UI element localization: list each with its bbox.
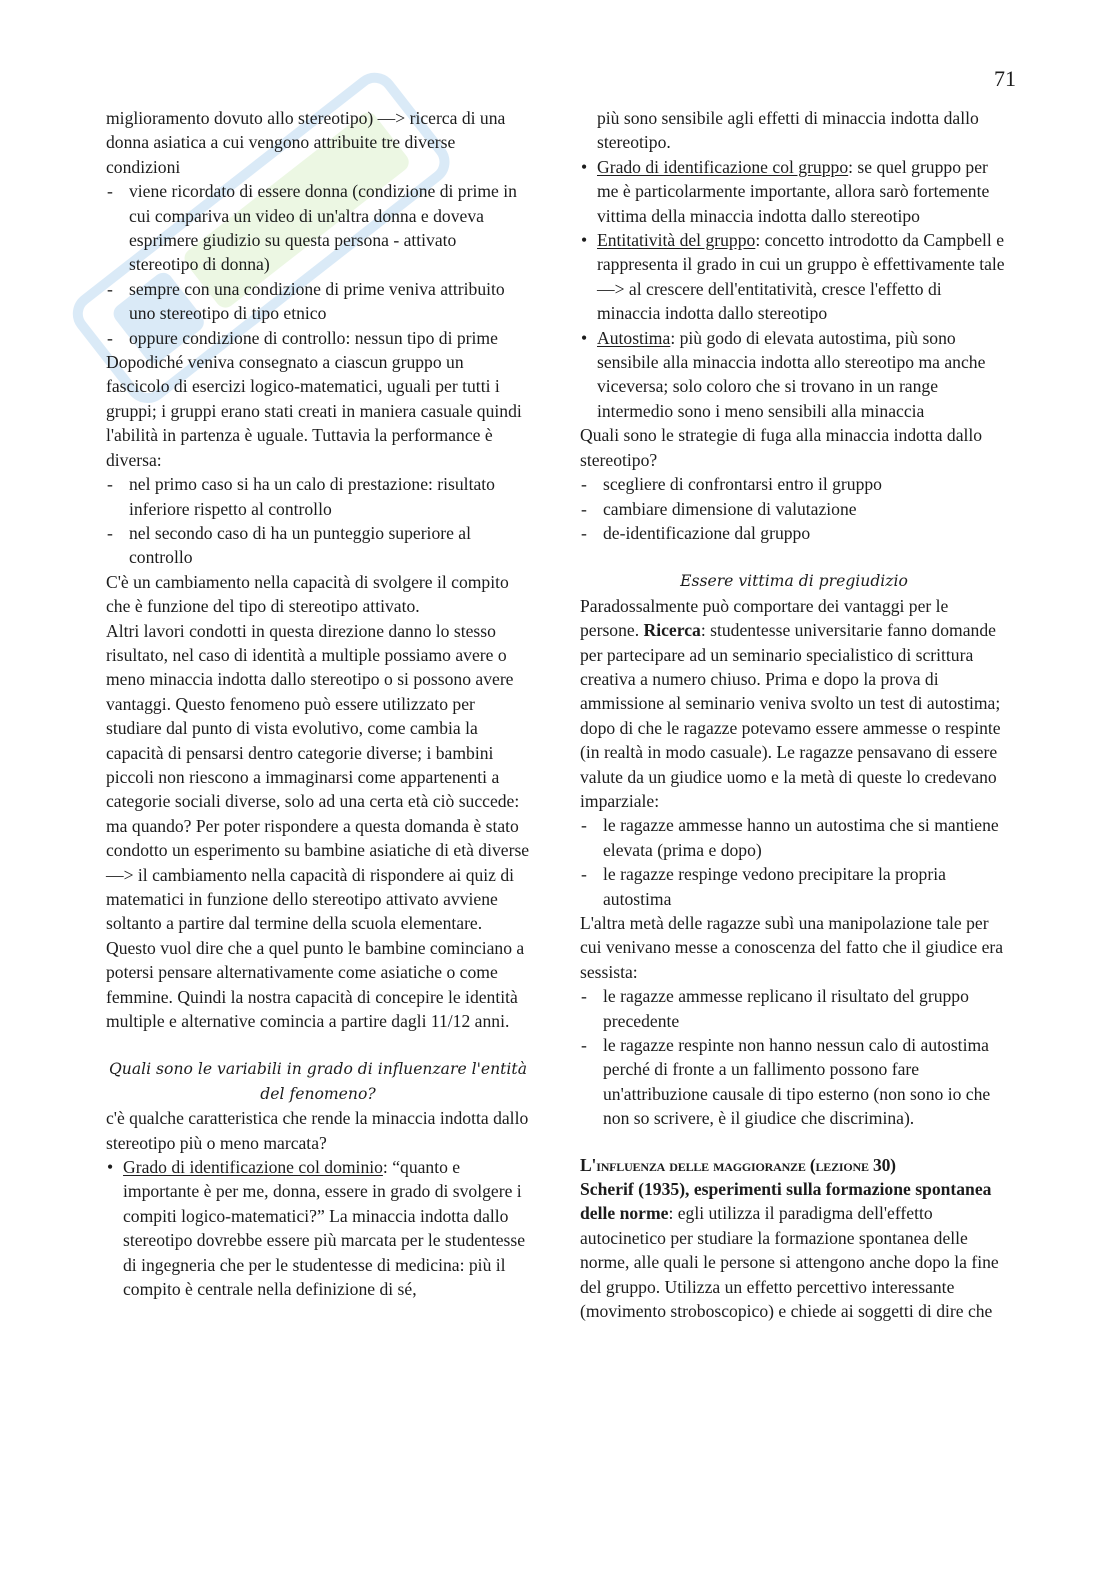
bold-label: Ricerca: [643, 620, 701, 641]
variables-list: [106, 1155, 530, 1301]
paragraph: miglioramento dovuto allo stereotipo) —> ricerca di una donna asiatica a cui vengono attribuite tre diverse condizioni: [106, 108, 506, 177]
section-title-variables: Quali sono le variabili in grado di influenzare l'entità del fenomeno?: [109, 1060, 527, 1103]
list-item: - le ragazze ammesse hanno un autostima che si mantiene elevata (prima e dopo): [580, 813, 1008, 862]
term: Grado di identificazione col dominio: [123, 1157, 383, 1178]
term: Autostima: [597, 327, 671, 348]
list-item: - nel primo caso si ha un calo di prestazione: risultato inferiore rispetto al controllo: [106, 472, 530, 521]
definition: : se quel gruppo per me è particolarmente importante, allora sarò fortemente vittima della minaccia indotta dallo stereotipo: [597, 156, 990, 226]
right-column: [580, 106, 1008, 1324]
term: Grado di identificazione col gruppo: [597, 156, 849, 177]
list-item: [106, 1155, 530, 1301]
outcomes-list: [580, 984, 1008, 1130]
paragraph: [580, 594, 1008, 814]
strategies-list: [580, 472, 1008, 545]
paragraph: [580, 1177, 1008, 1323]
left-column: [106, 106, 530, 1302]
paragraph: c'è qualche caratteristica che rende la minaccia indotta dallo stereotipo più o meno marcata?: [106, 1108, 529, 1153]
paragraph: Dopodiché veniva consegnato a ciascun gruppo un fascicolo di esercizi logico-matematici, uguali per tutti i gruppi; i gruppi erano stati creati in maniera casuale quindi l'abilità in partenza è uguale. Tuttavia la performance è diversa:: [106, 352, 522, 470]
definition: più sono sensibile agli effetti di minaccia indotta dallo stereotipo.: [597, 108, 979, 153]
paragraph: Altri lavori condotti in questa direzione danno lo stesso risultato, nel caso di identità a multiple possiamo avere o meno minaccia indotta dallo stereotipo o si possono avere vantaggi. Questo fenomeno può essere utilizzato per studiare dal punto di vista evolutivo, come cambia la capacità di pensarsi dentro categorie diverse; i bambini piccoli non riescono a immaginarsi come appartenenti a categorie sociali diverse, solo ad una certa età ciò succede: ma quando? Per poter rispondere a questa domanda è stato condotto un esperimento su bambine asiatiche di età diverse —> il cambiamento nella capacità di rispondere ai quiz di matematici in funzione dello stereotipo attivato avviene soltanto a partire dal termine della scuola elementare. Questo vuol dire che a quel punto le bambine cominciano a potersi pensare alternativamente come asiatiche o come femmine. Quindi la nostra capacità di concepire le identità multiple e alternative comincia a partire dagli 11/12 anni.: [106, 620, 530, 1032]
list-item: [580, 155, 1008, 228]
definition: : “quanto e importante è per me, donna, essere in grado di svolgere i compiti logico-matematici?” La minaccia indotta dallo stereotipo dovrebbe essere più marcata per le studentesse di ingegneria che per le studentesse di medicina: più il compito è centrale nella definizione di sé,: [123, 1157, 526, 1300]
page-number: 71: [994, 66, 1016, 91]
text-run: Paradossalmente può comportare dei vantaggi per le persone.: [580, 595, 949, 641]
list-item: - scegliere di confrontarsi entro il gruppo: [580, 472, 1008, 496]
conditions-list: [106, 179, 530, 350]
paragraph: L'altra metà delle ragazze subì una manipolazione tale per cui venivano messe a conoscenza del fatto che il giudice era sessista:: [580, 913, 1004, 982]
bold-label: Scherif (1935), esperimenti sulla formazione spontanea delle norme: [580, 1179, 992, 1224]
section-title-prejudice: Essere vittima di pregiudizio: [680, 572, 908, 591]
list-item: - viene ricordato di essere donna (condizione di prime in cui compariva un video di un'altra donna e doveva esprimere giudizio su questa persona - attivato stereotipo di donna): [106, 179, 530, 277]
list-item: - le ragazze respinge vedono precipitare la propria autostima: [580, 862, 1008, 911]
list-item: - sempre con una condizione di prime veniva attribuito uno stereotipo di tipo etnico: [106, 277, 530, 326]
paragraph: C'è un cambiamento nella capacità di svolgere il compito che è funzione del tipo di stereotipo attivato.: [106, 571, 509, 617]
definition: : concetto introdotto da Campbell e rappresenta il grado in cui un gruppo è effettivamente tale —> al crescere dell'entitatività, cresce l'effetto di minaccia indotta dallo stereotipo: [597, 230, 1005, 324]
list-item: - le ragazze ammesse replicano il risultato del gruppo precedente: [580, 984, 1008, 1033]
paragraph: Quali sono le strategie di fuga alla minaccia indotta dallo stereotipo?: [580, 425, 983, 470]
text-run: : egli utilizza il paradigma dell'effetto autocinetico per studiare la formazione spontanea delle norme, alle quali le persone si attengono anche dopo la fine del gruppo. Utilizza un effetto percettivo interessante (movimento stroboscopico) e chiede ai soggetti di dire che: [580, 1203, 999, 1322]
results-list: [106, 472, 530, 570]
term: Entitatività del gruppo: [597, 230, 756, 251]
list-item: - oppure condizione di controllo: nessun tipo di prime: [106, 326, 530, 350]
list-item: [580, 326, 1008, 424]
definition: : più godo di elevata autostima, più sono sensibile alla minaccia indotta allo stereotipo ma anche viceversa; solo coloro che si trovano in un range intermedio sono i meno sensibili alla minaccia: [597, 327, 986, 421]
list-item: - cambiare dimensione di valutazione: [580, 497, 1008, 521]
section-heading: L'influenza delle maggioranze (lezione 30): [580, 1154, 896, 1175]
outcomes-list: [580, 813, 1008, 911]
list-item: - nel secondo caso di ha un punteggio superiore al controllo: [106, 521, 530, 570]
text-run: : studentesse universitarie fanno domande per partecipare ad un seminario specialistico di scrittura creativa a numero chiuso. Prima e dopo la prova di ammissione al seminario veniva svolto un test di autostima; dopo di che le ragazze potevamo essere ammesse o respinte (in realtà in modo casuale). Le ragazze pensavano di essere valute da un giudice uomo e la metà di queste lo credevano imparziale:: [580, 620, 1001, 811]
list-item: - de-identificazione dal gruppo: [580, 521, 1008, 545]
list-item: [580, 228, 1008, 326]
list-item-continuation: [580, 106, 1008, 155]
list-item: - le ragazze respinte non hanno nessun calo di autostima perché di fronte a un fallimento possono fare un'attribuzione causale di tipo esterno (non sono io che non so scrivere, è il giudice che discrimina).: [580, 1033, 1008, 1131]
variables-list-continued: [580, 106, 1008, 423]
